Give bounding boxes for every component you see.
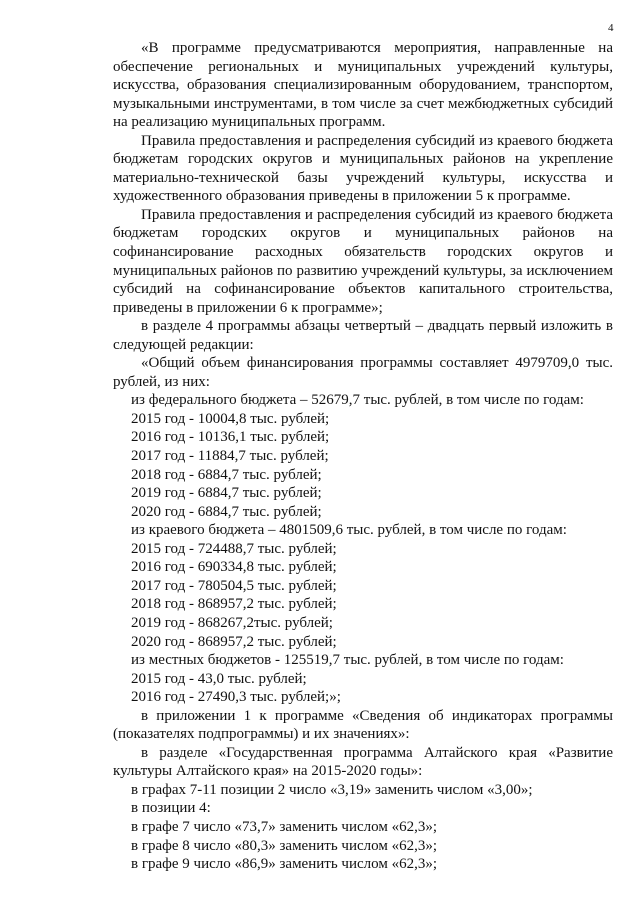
regional-budget-block xyxy=(113,521,613,651)
federal-budget-header: из федерального бюджета – 52679,7 тыс. рублей, в том числе по годам: xyxy=(131,392,584,409)
edits-list xyxy=(113,781,613,874)
edit-columns-7-11: в графах 7-11 позиции 2 число «3,19» заменить числом «3,00»; xyxy=(131,781,533,798)
edit-column-9: в графе 9 число «86,9» заменить числом «62,3»; xyxy=(131,856,438,873)
federal-budget-block xyxy=(113,391,613,521)
regional-budget-header: из краевого бюджета – 4801509,6 тыс. рублей, в том числе по годам: xyxy=(131,522,567,539)
paragraph-section4-instruction: в разделе 4 программы абзацы четвертый – двадцать первый изложить в следующей редакции: xyxy=(113,318,613,353)
local-budget-block xyxy=(113,651,613,707)
edit-position-4: в позиции 4: xyxy=(131,800,211,817)
page-number: 4 xyxy=(608,22,614,34)
document-body xyxy=(113,39,613,874)
paragraph-programme-measures: «В программе предусматриваются мероприятия, направленные на обеспечение региональных и муниципальных учреждений культуры, искусства, образования специализированным оборудованием, транспортом, музыкальными инструментами, в том числе за счет межбюджетных субсидий на реализацию муниципальных программ. xyxy=(113,40,613,131)
paragraph-total-funding: «Общий объем финансирования программы составляет 4979709,0 тыс. рублей, из них: xyxy=(113,355,613,390)
paragraph-rules-material-base: Правила предоставления и распределения субсидий из краевого бюджета бюджетам городских округов и муниципальных районов на укрепление материально-технической базы учреждений культуры, искусства и художественного образования приведены в приложении 5 к программе. xyxy=(113,132,613,205)
paragraph-appendix-1: в приложении 1 к программе «Сведения об индикаторах программы (показателях подпрограммы) и их значениях»: xyxy=(113,707,613,743)
regional-year-2020: 2020 год - 868957,2 тыс. рублей; xyxy=(131,633,337,650)
regional-year-2018: 2018 год - 868957,2 тыс. рублей; xyxy=(131,596,337,613)
local-year-2015: 2015 год - 43,0 тыс. рублей; xyxy=(131,670,307,687)
federal-year-2015: 2015 год - 10004,8 тыс. рублей; xyxy=(131,410,330,427)
regional-year-2016: 2016 год - 690334,8 тыс. рублей; xyxy=(131,559,337,576)
federal-year-2018: 2018 год - 6884,7 тыс. рублей; xyxy=(131,466,322,483)
federal-year-2017: 2017 год - 11884,7 тыс. рублей; xyxy=(131,448,329,465)
regional-year-2017: 2017 год - 780504,5 тыс. рублей; xyxy=(131,577,337,594)
paragraph-state-programme-section: в разделе «Государственная программа Алтайского края «Развитие культуры Алтайского края» на 2015-2020 годы»: xyxy=(113,744,613,780)
local-year-2016: 2016 год - 27490,3 тыс. рублей;»; xyxy=(131,689,341,706)
regional-year-2019: 2019 год - 868267,2тыс. рублей; xyxy=(131,614,333,631)
federal-year-2016: 2016 год - 10136,1 тыс. рублей; xyxy=(131,429,330,446)
local-budget-header: из местных бюджетов - 125519,7 тыс. рублей, в том числе по годам: xyxy=(131,652,564,669)
edit-column-7: в графе 7 число «73,7» заменить числом «62,3»; xyxy=(131,818,438,835)
regional-year-2015: 2015 год - 724488,7 тыс. рублей; xyxy=(131,540,337,557)
federal-year-2019: 2019 год - 6884,7 тыс. рублей; xyxy=(131,485,322,502)
edit-column-8: в графе 8 число «80,3» заменить числом «62,3»; xyxy=(131,837,438,854)
federal-year-2020: 2020 год - 6884,7 тыс. рублей; xyxy=(131,503,322,520)
paragraph-rules-cofinancing: Правила предоставления и распределения субсидий из краевого бюджета бюджетам городских округов и муниципальных районов на софинансирование расходных обязательств городских округов и муниципальных районов по развитию учреждений культуры, за исключением субсидий на софинансирование объектов капитального строительства, приведены в приложении 6 к программе»; xyxy=(113,206,613,316)
